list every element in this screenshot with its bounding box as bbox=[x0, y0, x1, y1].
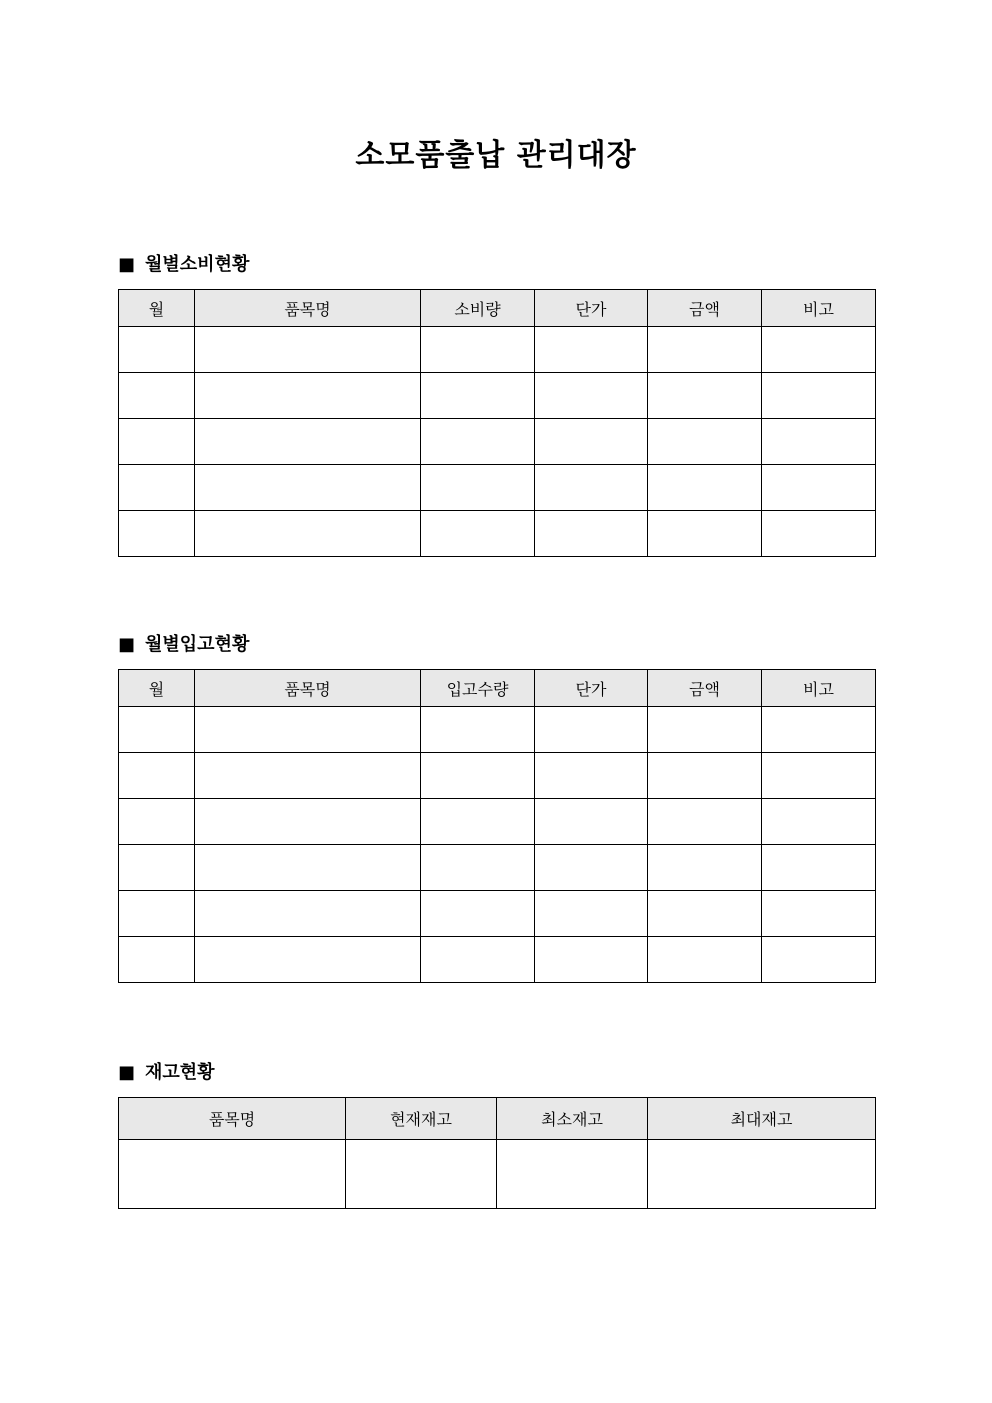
table-cell[interactable] bbox=[648, 511, 762, 557]
column-header: 금액 bbox=[648, 290, 762, 327]
table-cell[interactable] bbox=[195, 419, 421, 465]
table-cell[interactable] bbox=[535, 327, 648, 373]
section-title: 월별입고현황 bbox=[145, 634, 250, 655]
table-cell[interactable] bbox=[421, 465, 535, 511]
column-header: 품목명 bbox=[195, 670, 421, 707]
column-header: 최대재고 bbox=[648, 1098, 876, 1140]
table-row bbox=[119, 707, 876, 753]
square-bullet-icon: ■ bbox=[118, 1062, 136, 1083]
column-header: 단가 bbox=[535, 670, 648, 707]
column-header: 월 bbox=[119, 670, 195, 707]
table-cell[interactable] bbox=[762, 419, 876, 465]
table-cell[interactable] bbox=[648, 707, 762, 753]
table-cell[interactable] bbox=[195, 937, 421, 983]
table-cell[interactable] bbox=[195, 891, 421, 937]
table-cell[interactable] bbox=[762, 327, 876, 373]
table-cell[interactable] bbox=[762, 465, 876, 511]
table-row bbox=[119, 799, 876, 845]
section-heading-consumption bbox=[118, 253, 249, 277]
table-cell[interactable] bbox=[762, 891, 876, 937]
column-header: 품목명 bbox=[119, 1098, 346, 1140]
table-cell[interactable] bbox=[648, 465, 762, 511]
table-header-row bbox=[119, 670, 876, 707]
table-cell[interactable] bbox=[535, 419, 648, 465]
table-cell[interactable] bbox=[535, 845, 648, 891]
table-cell[interactable] bbox=[648, 937, 762, 983]
table-cell[interactable] bbox=[762, 937, 876, 983]
table-cell[interactable] bbox=[119, 845, 195, 891]
table-cell[interactable] bbox=[119, 465, 195, 511]
table-cell[interactable] bbox=[195, 753, 421, 799]
section-title: 재고현황 bbox=[145, 1062, 215, 1083]
table-cell[interactable] bbox=[119, 891, 195, 937]
receipt-table bbox=[118, 669, 876, 983]
table-cell[interactable] bbox=[535, 799, 648, 845]
table-cell[interactable] bbox=[195, 465, 421, 511]
table-row bbox=[119, 465, 876, 511]
table-row bbox=[119, 419, 876, 465]
column-header: 최소재고 bbox=[497, 1098, 648, 1140]
table-cell[interactable] bbox=[195, 799, 421, 845]
column-header: 단가 bbox=[535, 290, 648, 327]
table-cell[interactable] bbox=[119, 327, 195, 373]
table-row bbox=[119, 373, 876, 419]
table-cell[interactable] bbox=[421, 753, 535, 799]
square-bullet-icon: ■ bbox=[118, 254, 136, 275]
column-header: 소비량 bbox=[421, 290, 535, 327]
table-cell[interactable] bbox=[421, 511, 535, 557]
table-cell[interactable] bbox=[648, 1140, 876, 1209]
table-cell[interactable] bbox=[119, 373, 195, 419]
table-cell[interactable] bbox=[762, 799, 876, 845]
table-cell[interactable] bbox=[497, 1140, 648, 1209]
column-header: 월 bbox=[119, 290, 195, 327]
table-cell[interactable] bbox=[535, 937, 648, 983]
table-cell[interactable] bbox=[421, 373, 535, 419]
consumption-table bbox=[118, 289, 876, 557]
column-header: 비고 bbox=[762, 670, 876, 707]
table-cell[interactable] bbox=[421, 937, 535, 983]
table-row bbox=[119, 937, 876, 983]
table-cell[interactable] bbox=[195, 327, 421, 373]
table-row bbox=[119, 845, 876, 891]
table-cell[interactable] bbox=[648, 419, 762, 465]
column-header: 품목명 bbox=[195, 290, 421, 327]
column-header: 비고 bbox=[762, 290, 876, 327]
column-header: 입고수량 bbox=[421, 670, 535, 707]
table-cell[interactable] bbox=[195, 845, 421, 891]
table-row bbox=[119, 753, 876, 799]
section-heading-stock bbox=[118, 1061, 215, 1085]
section-heading-receipt bbox=[118, 633, 249, 657]
table-cell[interactable] bbox=[119, 753, 195, 799]
section-title: 월별소비현황 bbox=[145, 254, 250, 275]
column-header: 금액 bbox=[648, 670, 762, 707]
table-cell[interactable] bbox=[421, 891, 535, 937]
table-cell[interactable] bbox=[535, 465, 648, 511]
table-cell[interactable] bbox=[535, 511, 648, 557]
table-header-row bbox=[119, 290, 876, 327]
table-cell[interactable] bbox=[535, 707, 648, 753]
table-cell[interactable] bbox=[762, 753, 876, 799]
table-cell[interactable] bbox=[421, 419, 535, 465]
table-cell[interactable] bbox=[119, 1140, 346, 1209]
table-cell[interactable] bbox=[648, 799, 762, 845]
table-cell[interactable] bbox=[195, 511, 421, 557]
document-title: 소모품출납 관리대장 bbox=[355, 138, 637, 173]
table-row bbox=[119, 327, 876, 373]
table-cell[interactable] bbox=[119, 799, 195, 845]
table-row bbox=[119, 1140, 876, 1209]
table-cell[interactable] bbox=[346, 1140, 497, 1209]
table-row bbox=[119, 891, 876, 937]
column-header: 현재재고 bbox=[346, 1098, 497, 1140]
table-cell[interactable] bbox=[648, 891, 762, 937]
table-cell[interactable] bbox=[762, 511, 876, 557]
table-cell[interactable] bbox=[648, 845, 762, 891]
table-cell[interactable] bbox=[421, 799, 535, 845]
square-bullet-icon: ■ bbox=[118, 634, 136, 655]
stock-table bbox=[118, 1097, 876, 1209]
table-cell[interactable] bbox=[762, 373, 876, 419]
table-cell[interactable] bbox=[119, 937, 195, 983]
table-cell[interactable] bbox=[535, 373, 648, 419]
table-cell[interactable] bbox=[762, 845, 876, 891]
table-cell[interactable] bbox=[119, 707, 195, 753]
table-cell[interactable] bbox=[648, 753, 762, 799]
table-cell[interactable] bbox=[421, 327, 535, 373]
table-cell[interactable] bbox=[421, 707, 535, 753]
table-cell[interactable] bbox=[195, 373, 421, 419]
table-row bbox=[119, 511, 876, 557]
table-cell[interactable] bbox=[535, 753, 648, 799]
table-cell[interactable] bbox=[762, 707, 876, 753]
table-cell[interactable] bbox=[648, 373, 762, 419]
table-header-row bbox=[119, 1098, 876, 1140]
table-cell[interactable] bbox=[421, 845, 535, 891]
table-cell[interactable] bbox=[119, 511, 195, 557]
table-cell[interactable] bbox=[195, 707, 421, 753]
table-cell[interactable] bbox=[648, 327, 762, 373]
table-cell[interactable] bbox=[535, 891, 648, 937]
table-cell[interactable] bbox=[119, 419, 195, 465]
